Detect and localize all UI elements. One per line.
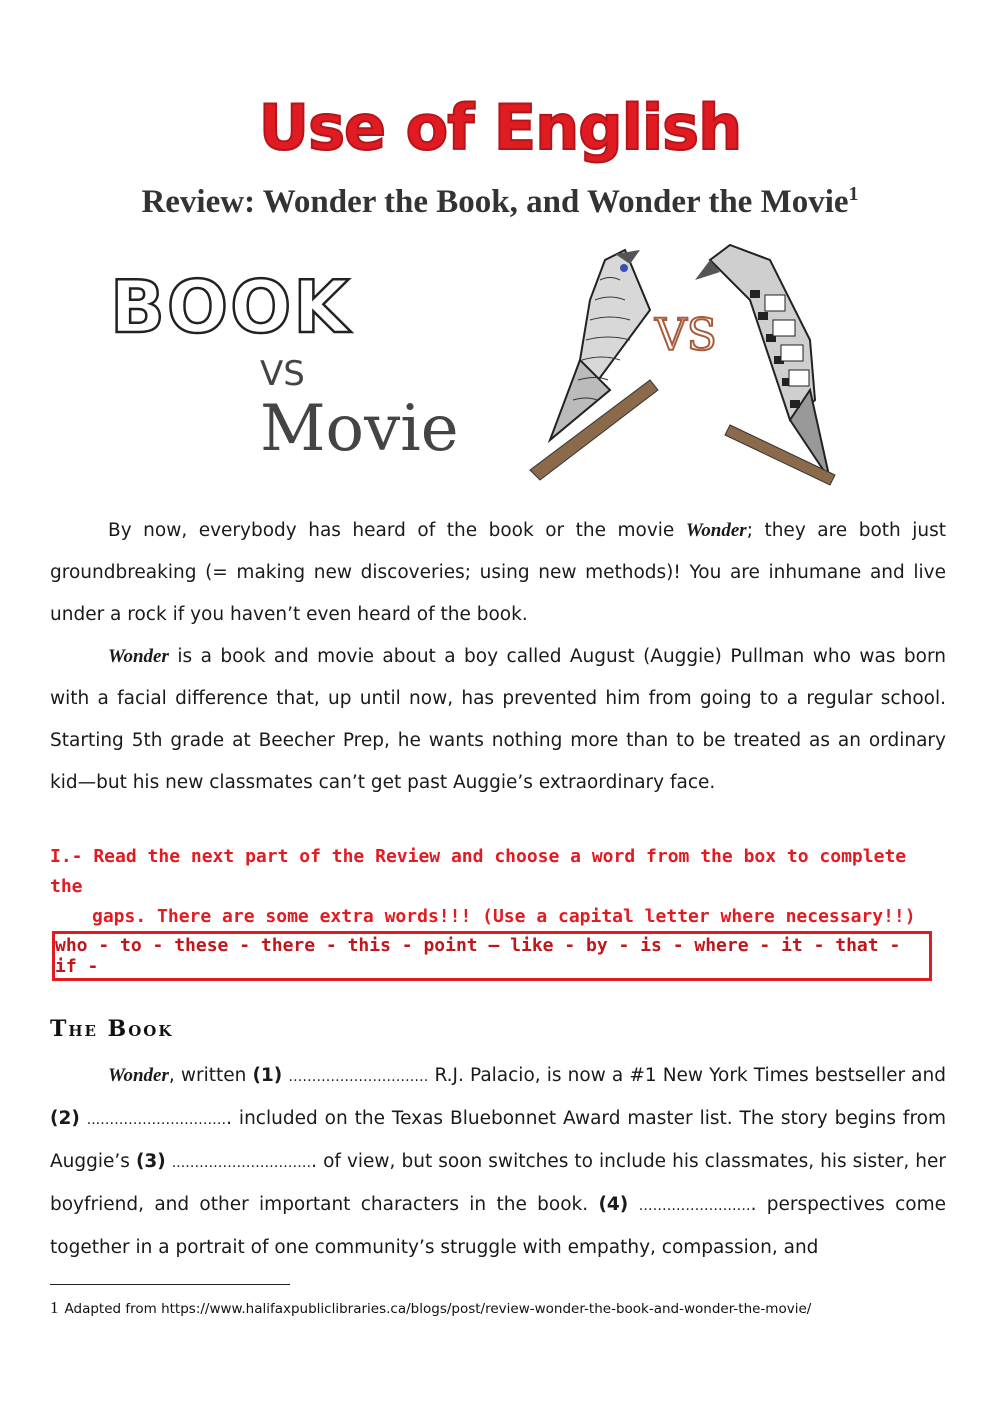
text-segment: . included on the Texas Bluebonnet Award master list. The story begins from Auggie’s bbox=[50, 1108, 946, 1172]
intro-p1-title: Wonder bbox=[685, 520, 747, 541]
book-vs-movie-illustration bbox=[110, 240, 840, 490]
gap-2-number: (2) bbox=[50, 1108, 80, 1129]
subtitle-text: Review: Wonder the Book, and Wonder the Movie bbox=[141, 184, 849, 220]
intro-paragraph-2 bbox=[50, 636, 946, 804]
footnote-number: 1 bbox=[50, 1298, 59, 1317]
birds-vs-text: VS bbox=[655, 310, 717, 361]
text-segment: . of view, but soon switches to include his classmates, his sister, her boyfriend, and other important characters in the book. bbox=[50, 1151, 946, 1215]
exercise-instruction bbox=[50, 842, 930, 932]
gap-3-blank[interactable]: ...……………………… bbox=[171, 1155, 312, 1171]
text-segment: , written bbox=[168, 1065, 253, 1086]
intro-paragraph-1 bbox=[50, 510, 946, 636]
intro-p2-title: Wonder bbox=[108, 646, 169, 667]
book-section-paragraph bbox=[50, 1055, 946, 1269]
instruction-line-1: I.- Read the next part of the Review and choose a word from the box to complete the bbox=[50, 846, 907, 897]
hero-book-text: BOOK bbox=[110, 265, 352, 349]
instruction-line-2: gaps. There are some extra words!!! (Use a capital letter where necessary!!) bbox=[92, 906, 916, 927]
footnote-divider bbox=[50, 1284, 290, 1285]
hero-vs-text: VS bbox=[260, 354, 305, 394]
movie-bird-icon bbox=[695, 245, 835, 485]
gap-1-blank[interactable]: ………………………… bbox=[288, 1069, 429, 1085]
book-title-italic: Wonder bbox=[108, 1065, 169, 1086]
text-segment: R.J. Palacio, is now a #1 New York Times bestseller and bbox=[428, 1065, 946, 1086]
gap-2-blank[interactable]: ...……………………… bbox=[86, 1112, 227, 1128]
gap-4-blank[interactable]: …………………… bbox=[638, 1198, 751, 1214]
gap-3-number: (3) bbox=[135, 1151, 166, 1172]
gap-1-number: (1) bbox=[252, 1065, 283, 1086]
intro-p1-b: ; they are both just groundbreaking (= making new discoveries; using new methods)! You are inhumane and live under a rock if you haven’t even heard of the book. bbox=[50, 520, 946, 625]
word-box-text: who - to - these - there - this - point – like - by - is - where - it - that - if - bbox=[55, 935, 901, 977]
intro-p2-b: is a book and movie about a boy called August (Auggie) Pullman who was born with a facial difference that, up until now, has prevented him from going to a regular school. Starting 5th grade at Beecher Prep, he wants nothing more than to be treated as an ordinary kid—but his new classmates can’t get past Auggie’s extraordinary face. bbox=[50, 646, 946, 793]
footnote bbox=[50, 1298, 960, 1318]
word-box bbox=[52, 931, 932, 981]
section-heading-book: The Book bbox=[50, 1016, 174, 1042]
gap-4-number: (4) bbox=[598, 1194, 629, 1215]
page-subtitle bbox=[0, 180, 1000, 224]
intro-p1-a: By now, everybody has heard of the book or the movie bbox=[108, 520, 686, 541]
hero-movie-text: Movie bbox=[260, 392, 459, 466]
footnote-mark: 1 bbox=[848, 183, 859, 205]
footnote-text: Adapted from https://www.halifaxpubliclibraries.ca/blogs/post/review-wonder-the-book-and-wonder-the-movie/ bbox=[64, 1301, 812, 1317]
book-bird-icon bbox=[530, 250, 658, 480]
text-segment: . perspectives come together in a portrait of one community’s struggle with empathy, compassion, and bbox=[50, 1194, 946, 1258]
page-title: Use of English bbox=[258, 91, 742, 164]
